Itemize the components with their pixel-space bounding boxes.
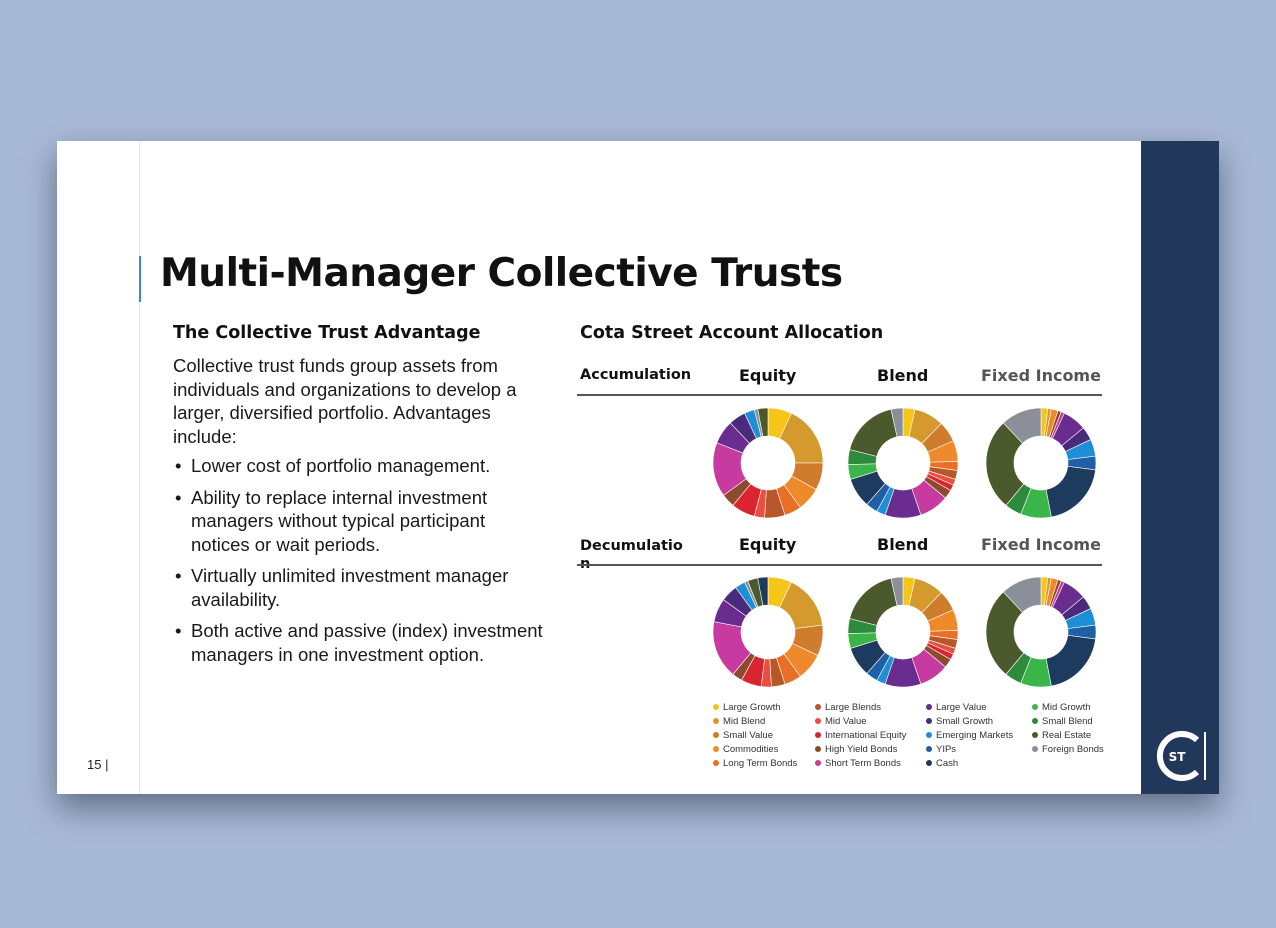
legend-label: Large Blends bbox=[825, 702, 881, 713]
legend-label: Mid Growth bbox=[1042, 702, 1091, 713]
legend-label: Foreign Bonds bbox=[1042, 744, 1104, 755]
legend-swatch bbox=[1032, 718, 1038, 724]
legend-swatch bbox=[1032, 704, 1038, 710]
legend-item-small-blend bbox=[1032, 716, 1093, 727]
donut-accumulation-fixed-income bbox=[985, 407, 1097, 519]
donut-decumulation-blend bbox=[847, 576, 959, 688]
legend-label: Mid Value bbox=[825, 716, 867, 727]
list-item: • Ability to replace internal investment managers without typical participant notices or wait periods. bbox=[175, 486, 547, 557]
row-label-accumulation: Accumulation bbox=[580, 367, 692, 383]
legend-item-international-equity bbox=[815, 730, 906, 741]
legend-label: YIPs bbox=[936, 744, 957, 755]
legend-swatch bbox=[815, 746, 821, 752]
legend-swatch bbox=[815, 718, 821, 724]
column-header-fixed-income: Fixed Income bbox=[981, 535, 1101, 554]
column-header-fixed-income: Fixed Income bbox=[981, 366, 1101, 385]
donut-decumulation-fixed-income bbox=[985, 576, 1097, 688]
advantages-list bbox=[175, 454, 547, 674]
legend-label: Cash bbox=[936, 758, 959, 769]
legend-swatch bbox=[926, 760, 932, 766]
donut-slice-cash bbox=[1046, 635, 1096, 686]
intro-text: Collective trust funds group assets from individuals and organizations to develop a larger, diversified portfolio. Advantages include: bbox=[173, 355, 517, 447]
legend-swatch bbox=[713, 732, 719, 738]
legend-swatch bbox=[815, 732, 821, 738]
column-header-equity: Equity bbox=[739, 535, 797, 554]
legend-item-large-growth bbox=[713, 702, 781, 713]
row-label-decumulation: Decumulatio bbox=[580, 538, 683, 554]
donut-slice-real-estate bbox=[850, 578, 897, 625]
legend-swatch bbox=[713, 718, 719, 724]
page-number: 15 | bbox=[87, 757, 109, 772]
donut-accumulation-equity bbox=[712, 407, 824, 519]
legend-item-small-growth bbox=[926, 716, 993, 727]
legend-label: Large Growth bbox=[723, 702, 781, 713]
legend-label: Large Value bbox=[936, 702, 987, 713]
legend-item-mid-growth bbox=[1032, 702, 1091, 713]
legend-item-large-blends bbox=[815, 702, 881, 713]
donut-decumulation-equity bbox=[712, 576, 824, 688]
right-heading: Cota Street Account Allocation bbox=[580, 323, 884, 343]
list-item: • Lower cost of portfolio management. bbox=[175, 454, 547, 478]
legend-swatch bbox=[926, 746, 932, 752]
legend-item-high-yield-bonds bbox=[815, 744, 897, 755]
left-divider bbox=[139, 141, 140, 794]
legend-label: High Yield Bonds bbox=[825, 744, 898, 755]
legend-item-large-value bbox=[926, 702, 987, 713]
legend-label: Commodities bbox=[723, 744, 779, 755]
legend-swatch bbox=[1032, 746, 1038, 752]
legend-item-yips bbox=[926, 744, 956, 755]
legend-label: Emerging Markets bbox=[936, 730, 1014, 741]
column-header-blend: Blend bbox=[877, 535, 929, 554]
title-accent-bar bbox=[139, 256, 141, 302]
legend-label: International Equity bbox=[825, 730, 907, 741]
left-heading: The Collective Trust Advantage bbox=[173, 323, 481, 343]
legend-swatch bbox=[713, 760, 719, 766]
legend-swatch bbox=[926, 718, 932, 724]
donut-accumulation-blend bbox=[847, 407, 959, 519]
legend-item-short-term-bonds bbox=[815, 758, 901, 769]
legend-item-foreign-bonds bbox=[1032, 744, 1104, 755]
slide-title: Multi-Manager Collective Trusts bbox=[160, 251, 843, 296]
column-header-blend: Blend bbox=[877, 366, 929, 385]
legend-item-mid-value bbox=[815, 716, 867, 727]
row-rule-accumulation bbox=[577, 394, 1102, 396]
legend-swatch bbox=[713, 704, 719, 710]
legend-swatch bbox=[815, 704, 821, 710]
legend-label: Mid Blend bbox=[723, 716, 766, 727]
legend-item-cash bbox=[926, 758, 958, 769]
list-item: • Virtually unlimited investment manager availability. bbox=[175, 564, 547, 611]
legend-item-small-value bbox=[713, 730, 773, 741]
legend-label: Small Value bbox=[723, 730, 773, 741]
legend-label: Long Term Bonds bbox=[723, 758, 798, 769]
legend-item-long-term-bonds bbox=[713, 758, 797, 769]
legend-label: Small Blend bbox=[1042, 716, 1093, 727]
cota-street-logo bbox=[1153, 728, 1209, 784]
list-item: • Both active and passive (index) investment managers in one investment option. bbox=[175, 619, 547, 666]
legend-swatch bbox=[1032, 732, 1038, 738]
legend-swatch bbox=[815, 760, 821, 766]
column-header-equity: Equity bbox=[739, 366, 797, 385]
legend-label: Real Estate bbox=[1042, 730, 1092, 741]
legend-item-emerging-markets bbox=[926, 730, 1013, 741]
row-rule-decumulation bbox=[577, 564, 1102, 566]
slide bbox=[57, 141, 1219, 794]
donut-slice-real-estate bbox=[850, 409, 897, 456]
legend-item-real-estate bbox=[1032, 730, 1091, 741]
legend-swatch bbox=[926, 704, 932, 710]
logo-text: ST bbox=[1168, 750, 1186, 764]
donut-slice-cash bbox=[1046, 466, 1096, 517]
legend-item-mid-blend bbox=[713, 716, 765, 727]
legend-swatch bbox=[926, 732, 932, 738]
legend-label: Small Growth bbox=[936, 716, 994, 727]
legend-label: Short Term Bonds bbox=[825, 758, 901, 769]
legend-swatch bbox=[713, 746, 719, 752]
legend-item-commodities bbox=[713, 744, 778, 755]
brand-sidebar bbox=[1141, 141, 1219, 794]
